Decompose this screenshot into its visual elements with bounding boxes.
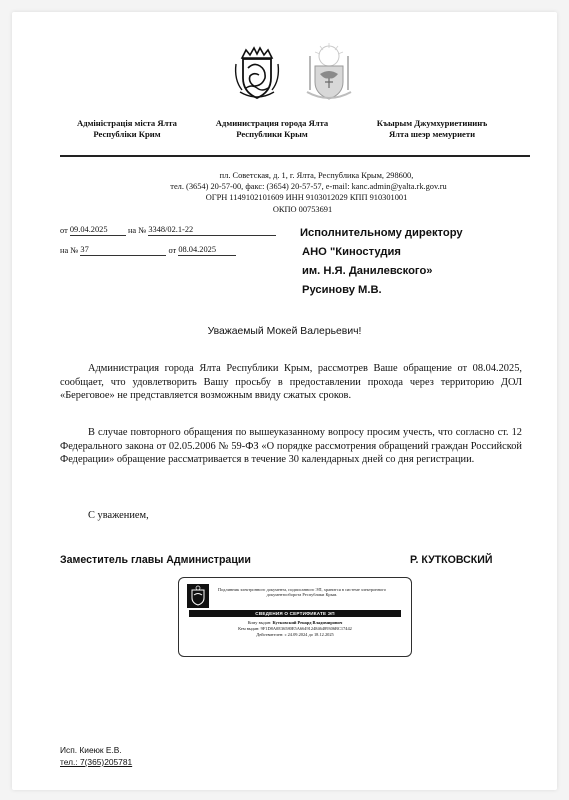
stamp-issued-by-label: Кем выдан: <box>238 626 260 631</box>
reference-number: 37 <box>80 244 166 256</box>
reference-number-line <box>60 244 236 256</box>
reference-date-prefix: от <box>168 246 177 255</box>
executor-name: Исп. Киеюк Е.В. <box>60 745 122 755</box>
recipient-line-3: им. Н.Я. Данилевского» <box>302 265 433 277</box>
address-line-3: ОГРН 1149102101609 ИНН 9103012029 КПП 910301001 <box>205 193 408 202</box>
stamp-issued-to: Кутковский Ренард Владимирович <box>272 620 343 625</box>
stamp-issued-by-line <box>179 626 411 631</box>
signature-name: Р. КУТКОВСКИЙ <box>410 554 493 566</box>
stamp-valid-line <box>179 632 411 637</box>
address-line-1: пл. Советская, д. 1, г. Ялта, Республика Крым, 298600, <box>219 171 414 180</box>
letter-closing: С уважением, <box>88 510 149 521</box>
recipient-line-4: Русинову М.В. <box>302 284 382 296</box>
outgoing-num-prefix: № <box>138 226 147 235</box>
header-ua <box>52 118 202 140</box>
header-ru <box>197 118 347 140</box>
header-ct-line2: Ялта шеэр мемуриети <box>388 129 476 139</box>
stamp-issued-to-line <box>179 620 411 625</box>
crimea-coat-of-arms-icon <box>301 42 357 102</box>
letter-paragraph-2: В случае повторного обращения по вышеуказанному вопросу просим учесть, что согласно ст. 12 Федерального закона от 02.05.2006 № 59-ФЗ «О порядке рассмотрения обращений граждан Российской Федерации» обращение рассматривается в течение 30 календарных дней со дня регистрации. <box>60 427 522 466</box>
crimea-emblem-small-icon <box>187 584 209 608</box>
signature-position: Заместитель главы Администрации <box>60 554 251 566</box>
letter-paragraph-1: Администрация города Ялта Республики Крым, рассмотрев Ваше обращение от 08.04.2025, сообщает, что удовлетворить Вашу просьбу в предоставлении прохода через территорию ДОЛ «Береговое» не представляется возможным ввиду сжатых сроков. <box>60 363 522 402</box>
letter-page <box>12 12 557 790</box>
executor-phone: тел.: 7(365)205781 <box>60 757 133 767</box>
outgoing-number-line <box>60 224 276 236</box>
yalta-coat-of-arms-icon <box>232 44 282 102</box>
reference-prefix: на № <box>60 246 79 255</box>
reference-date: 08.04.2025 <box>178 244 236 256</box>
stamp-text: Подлинник электронного документа, подписанного ЭП, хранится в системе электронного документооборота Республики Крым. <box>217 587 387 598</box>
header-divider <box>60 155 530 157</box>
header-ru-line1: Администрация города Ялта <box>215 118 329 128</box>
greeting: Уважаемый Мокей Валерьевич! <box>207 326 362 337</box>
header-ct-line1: Къырым Джумхуриетининъ <box>376 118 488 128</box>
electronic-signature-stamp <box>178 577 412 657</box>
recipient-block <box>300 224 463 300</box>
header-ru-line2: Республики Крым <box>236 129 308 139</box>
address-line-2: тел. (3654) 20-57-00, факс: (3654) 20-57-57, e-mail: kanc.admin@yalta.rk.gov.ru <box>170 182 447 191</box>
stamp-issued-to-label: Кому выдан: <box>247 620 272 625</box>
outgoing-na-label: на <box>127 226 137 235</box>
stamp-issued-by: 9F1D8A0E36580E5A6649124846489306BC17442 <box>260 626 352 631</box>
header-ct <box>357 118 507 140</box>
outgoing-from-prefix: от <box>60 226 68 235</box>
stamp-valid: с 24.09.2024 до 18.12.2025 <box>284 632 334 637</box>
stamp-valid-label: Действителен: <box>256 632 284 637</box>
recipient-line-2: АНО "Киностудия <box>302 246 401 258</box>
address-line-4: ОКПО 00753691 <box>272 205 333 214</box>
recipient-line-1: Исполнительному директору <box>300 227 463 239</box>
header-ua-line2: Республіки Крим <box>93 129 161 139</box>
outgoing-date: 09.04.2025 <box>70 224 126 236</box>
stamp-title: СВЕДЕНИЯ О СЕРТИФИКАТЕ ЭП <box>189 610 401 617</box>
outgoing-number: 3348/02.1-22 <box>148 224 276 236</box>
executor-block <box>60 744 132 768</box>
header-ua-line1: Адміністрація міста Ялта <box>77 118 177 128</box>
